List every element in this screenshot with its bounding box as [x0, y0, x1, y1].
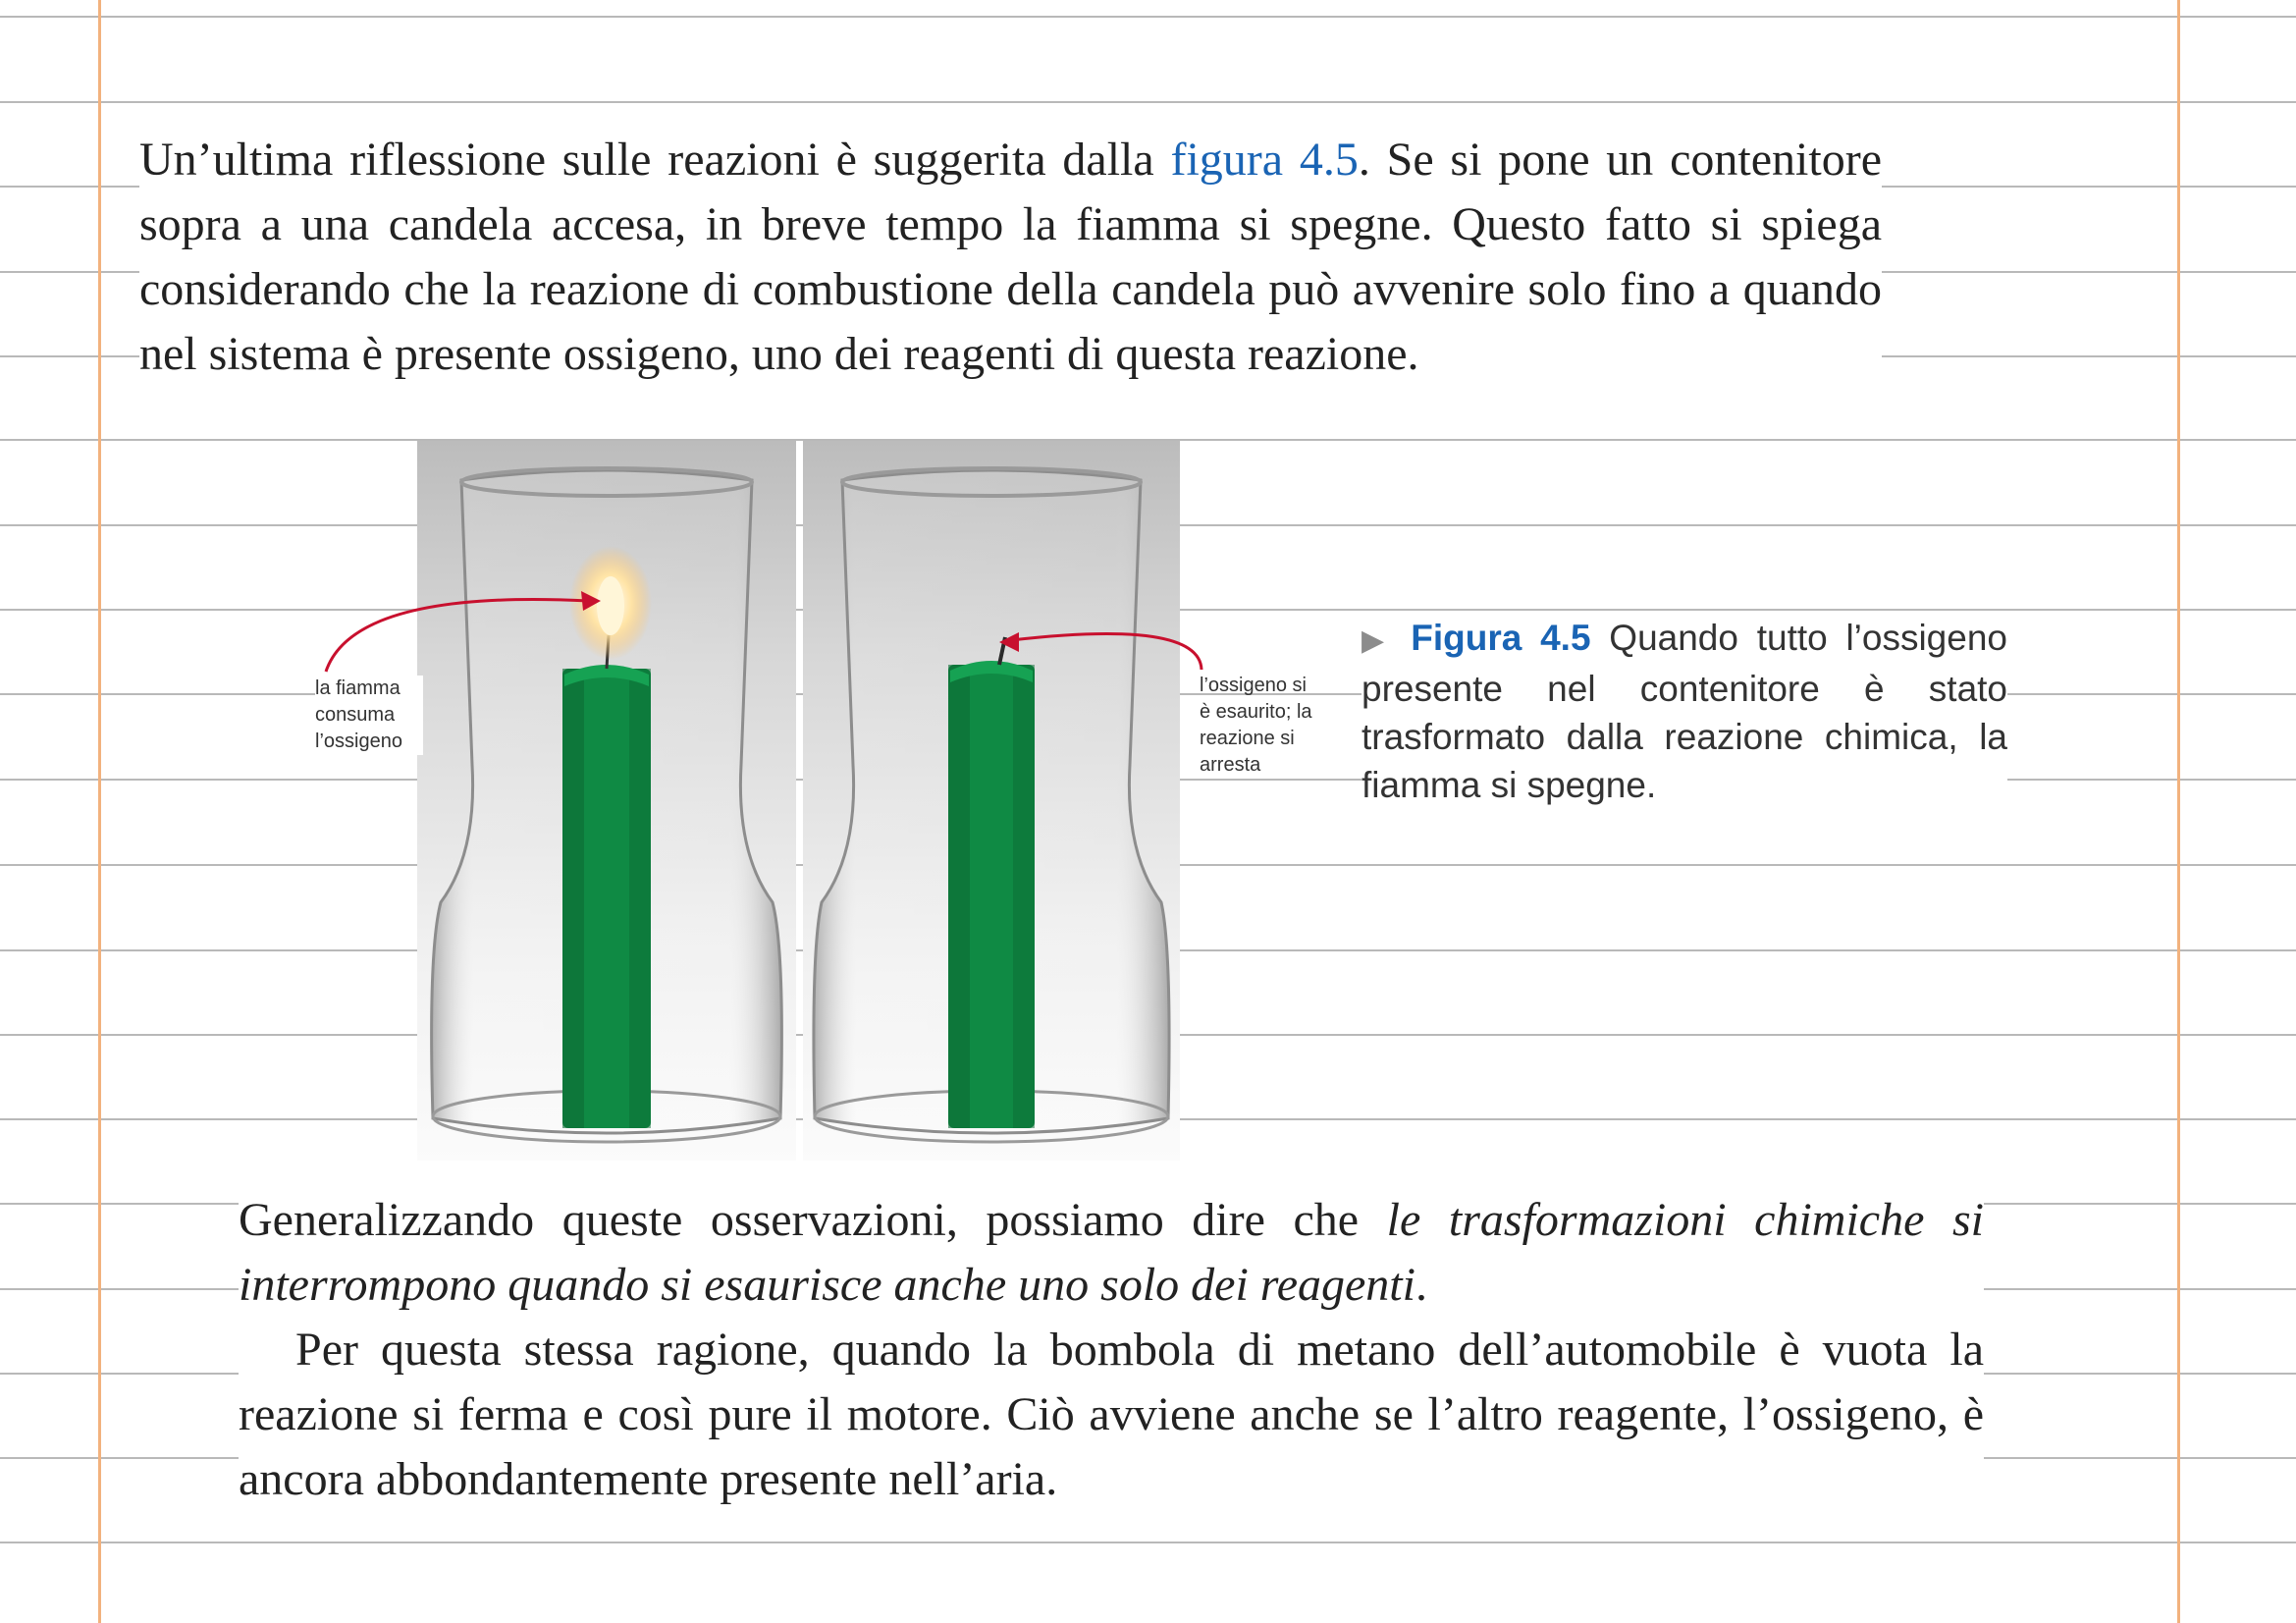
caption-label: Figura 4.5	[1411, 618, 1591, 658]
figure-caption	[1362, 614, 2007, 809]
intro-paragraph	[139, 128, 1882, 387]
intro-text-start: Un’ultima riflessione sulle reazioni è suggerita dalla	[139, 134, 1171, 186]
left-margin-line	[98, 0, 101, 1623]
intro-text-end: . Se si pone un contenitore sopra a una candela accesa, in breve tempo la fiamma si spegne. Questo fatto si spiega considerando che la reazione di combustione della candela può avvenire solo fino a quando nel sistema è presente ossigeno, uno dei reagenti di questa reazione.	[139, 134, 1882, 380]
candle-extinguished-illustration	[803, 441, 1180, 1161]
right-margin-line	[2177, 0, 2180, 1623]
candle-lit-illustration	[417, 441, 796, 1161]
callout-oxygen-depleted: l’ossigeno si è esaurito; la reazione si arresta	[1200, 675, 1312, 776]
conclusion-plain-text: Generalizzando queste osservazioni, possiamo dire che	[239, 1194, 1387, 1246]
candle-lit-photo	[417, 441, 796, 1161]
caption-text: Quando tutto l’ossigeno presente nel contenitore è stato trasformato dalla reazione chimica, la fiamma si spegne.	[1362, 618, 2007, 805]
flame	[597, 576, 624, 635]
ruled-line	[0, 101, 2296, 103]
methane-example-text: Per questa stessa ragione, quando la bombola di metano dell’automobile è vuota la reazione si ferma e così pure il motore. Ciò avviene anche se l’altro reagente, l’ossigeno, è ancora abbondantemente presente nell’aria.	[239, 1324, 1984, 1505]
candle-extinguished-photo	[803, 441, 1180, 1161]
conclusion-paragraph-2	[239, 1318, 1984, 1512]
conclusion-paragraph-1	[239, 1188, 1984, 1318]
ruled-line	[0, 16, 2296, 18]
ruled-line	[0, 1542, 2296, 1543]
callout-flame-consumes-oxygen: la fiamma consuma l’ossigeno	[315, 676, 423, 755]
caption-triangle-icon: ▶	[1362, 624, 1393, 657]
figure-reference-link[interactable]: figura 4.5	[1170, 134, 1359, 186]
conclusion-period: .	[1415, 1259, 1427, 1311]
conclusion-emphasis: le trasformazioni chimiche si interrompono quando si esaurisce anche uno solo dei reagenti	[239, 1194, 1984, 1311]
conclusion-text	[239, 1188, 1984, 1512]
